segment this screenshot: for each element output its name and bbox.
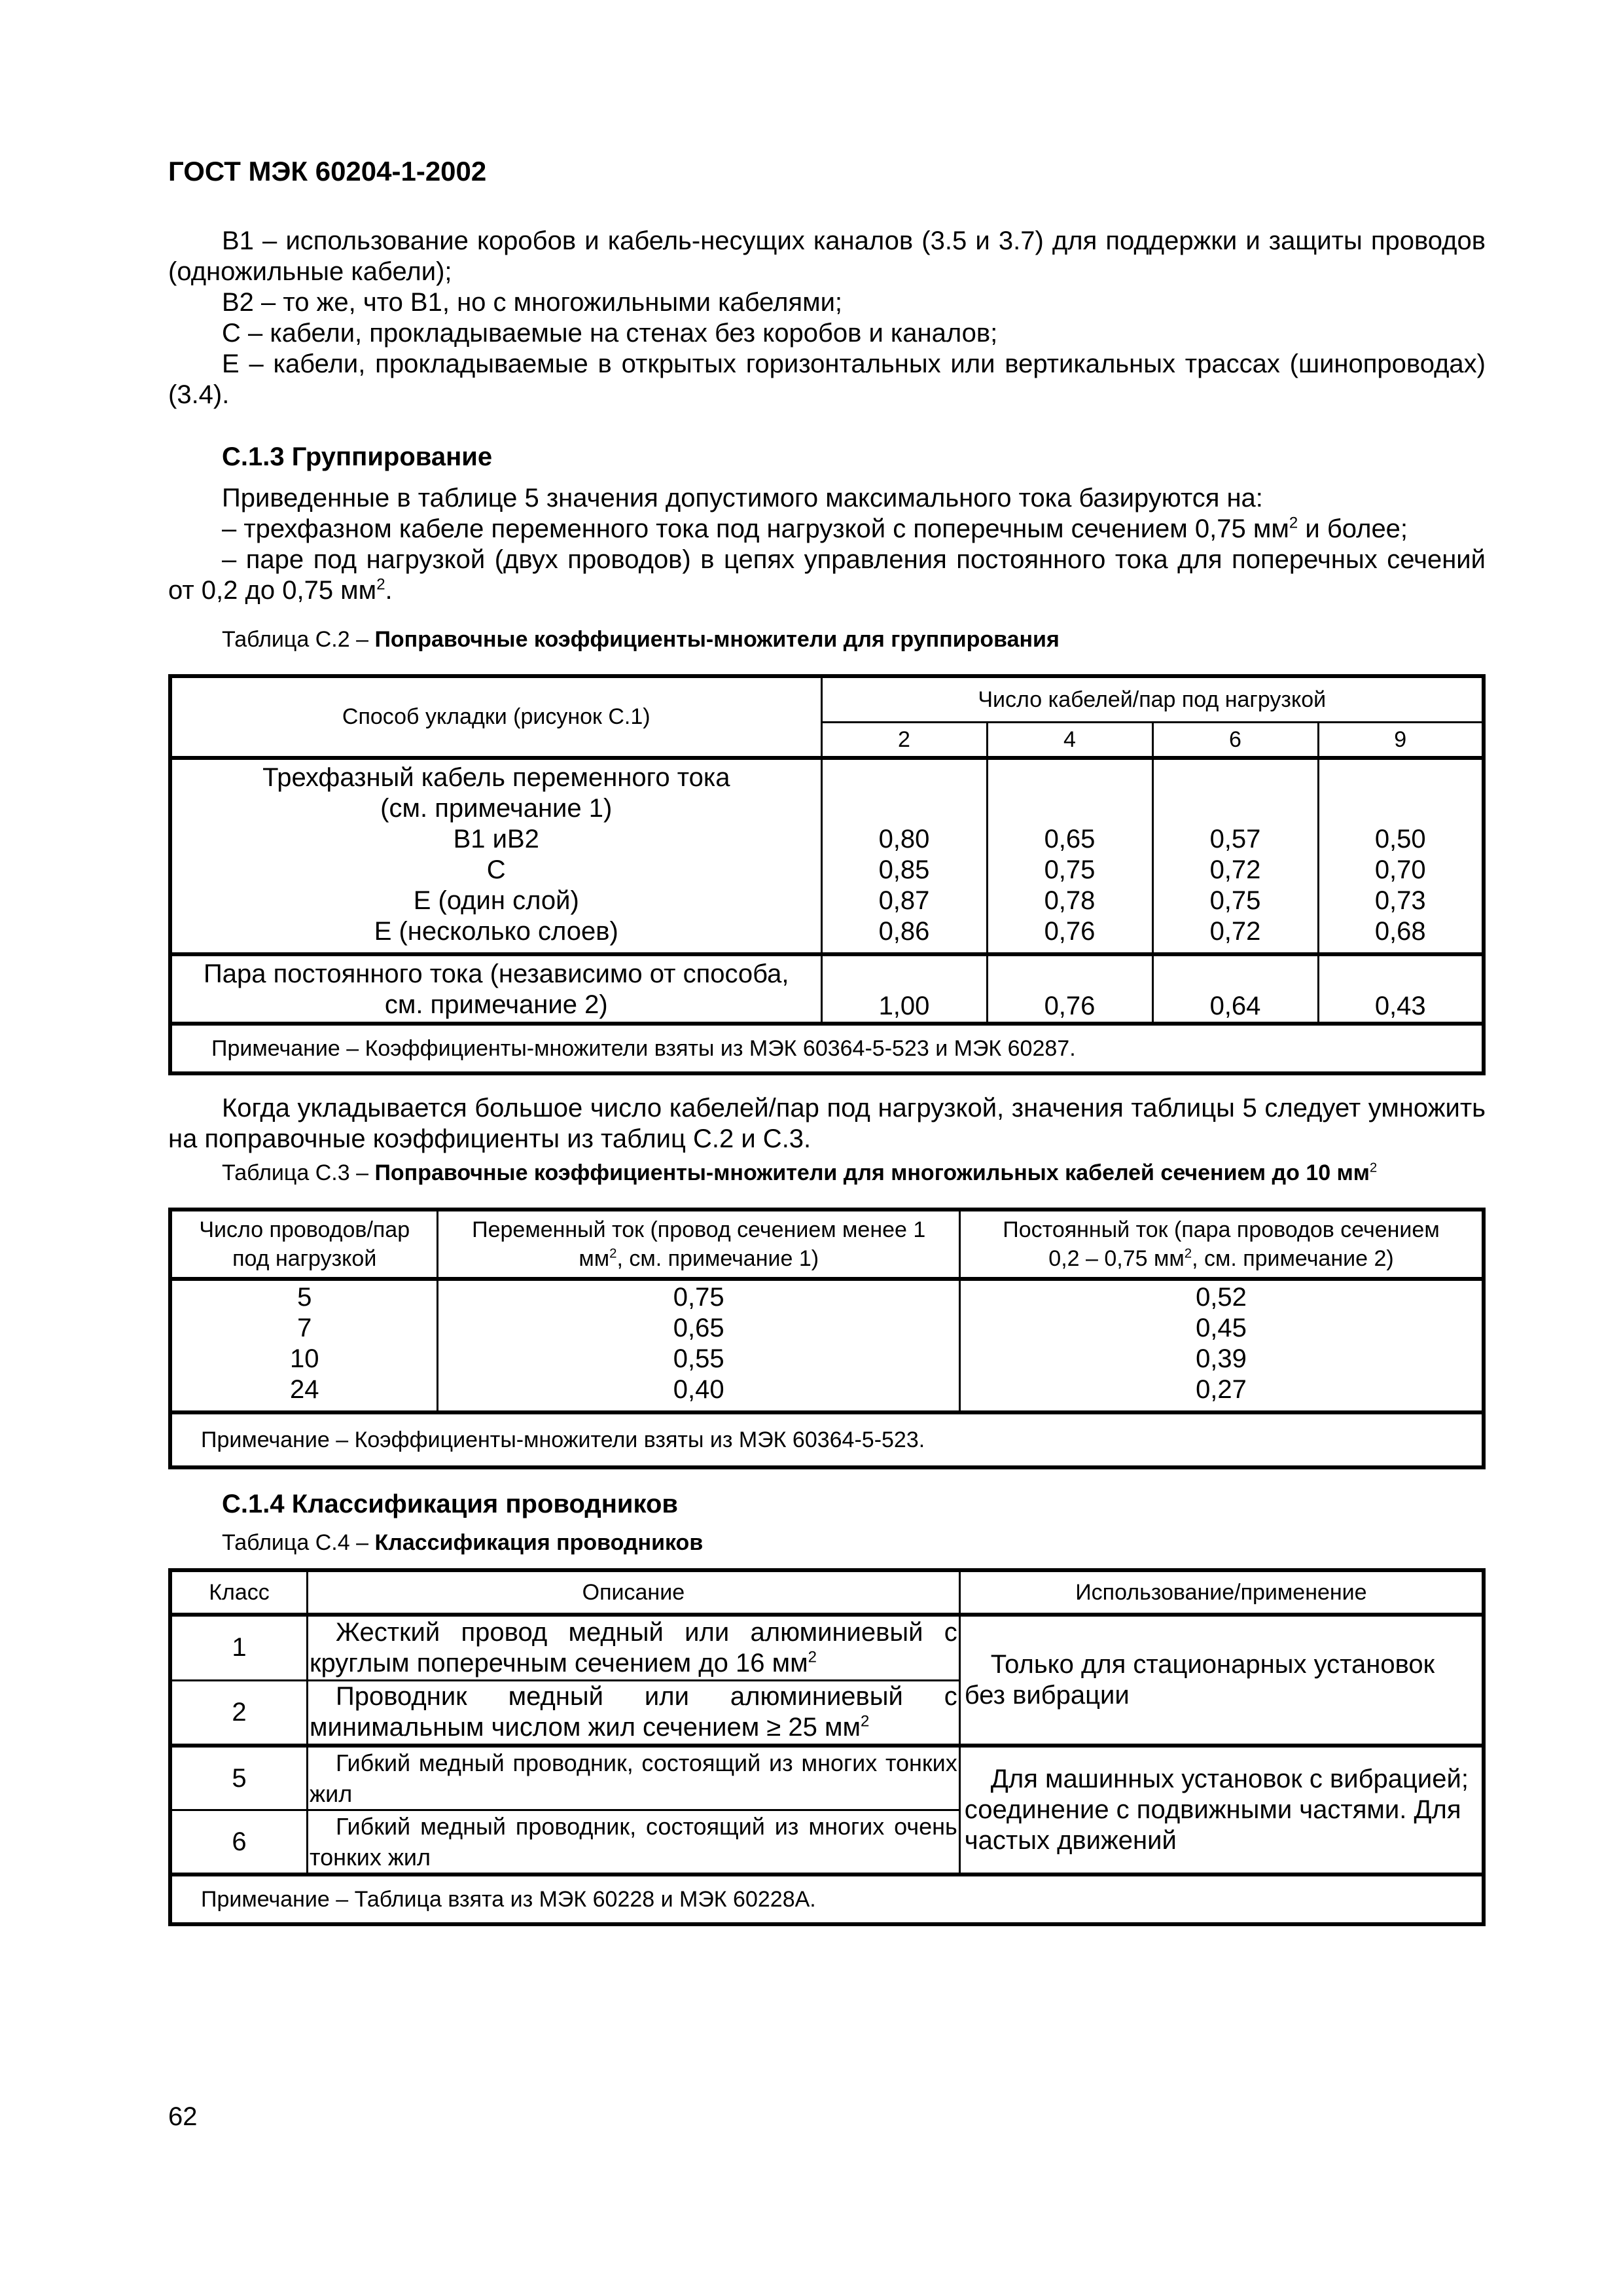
grouping-text: [168, 483, 1486, 606]
superscript: 2: [861, 1712, 870, 1731]
table-c3-note: Примечание – Коэффициенты-множители взяты из МЭК 60364-5-523.: [170, 1412, 1484, 1467]
header-line: Переменный ток (провод сечением менее 1: [472, 1217, 926, 1242]
caption-prefix: Таблица С.3 –: [222, 1160, 375, 1185]
superscript: 2: [609, 1246, 617, 1261]
header-text: , см. примечание 2): [1192, 1246, 1394, 1271]
value-cell: 0,87: [878, 886, 930, 915]
table-row-class-5: [170, 1746, 1484, 1810]
dc-label-note: см. примечание 2): [384, 990, 608, 1019]
section-heading-classification: С.1.4 Классификация проводников: [222, 1490, 679, 1518]
dc-method-cell: [170, 954, 821, 1024]
header-count: 9: [1318, 723, 1484, 759]
header-conductor-count: [170, 1210, 438, 1279]
description-cell: [308, 1746, 960, 1810]
superscript: 2: [1369, 1160, 1378, 1175]
intro-item-e: Е – кабели, прокладываемые в открытых горизонтальных или вертикальных трассах (шинопроводах) (3.4).: [168, 350, 1486, 409]
value-cell: 0,52: [1196, 1283, 1247, 1312]
table-c3-caption: [222, 1160, 1377, 1186]
value-cell: 0,39: [1196, 1344, 1247, 1373]
superscript: 2: [1289, 514, 1298, 532]
count-cell: 5: [297, 1283, 312, 1312]
header-count-group: Число кабелей/пар под нагрузкой: [821, 676, 1484, 723]
header-line: Число проводов/пар: [199, 1217, 410, 1242]
table-c2-caption: [222, 627, 1060, 653]
table-c2-note: Примечание – Коэффициенты-множители взяты из МЭК 60364-5-523 и МЭК 60287.: [170, 1024, 1484, 1073]
value-cell: 0,78: [1044, 886, 1096, 915]
ac-column: [438, 1279, 960, 1412]
caption-title: Поправочные коэффициенты-множители для многожильных кабелей сечением до 10 мм: [374, 1160, 1370, 1185]
value-cell: 0,40: [673, 1375, 724, 1404]
caption-prefix: Таблица С.2 –: [222, 627, 375, 652]
intro-list: [168, 226, 1486, 410]
description-cell: [308, 1615, 960, 1680]
table-c4-conductor-classes: [168, 1568, 1486, 1926]
table-c3-body: [170, 1279, 1484, 1412]
caption-title: Поправочные коэффициенты-множители для группирования: [374, 627, 1060, 652]
value-cell: 1,00: [821, 954, 987, 1024]
table-c4-caption: [222, 1530, 703, 1556]
description-text: Проводник медный или алюминиевый с минимальным числом жил сечением ≥ 25 мм: [310, 1682, 957, 1742]
class-cell: 2: [170, 1680, 308, 1746]
header-dc: [960, 1210, 1484, 1279]
grouping-bullet-dc: [168, 545, 1486, 606]
description-cell: [308, 1680, 960, 1746]
ac-title: Трехфазный кабель переменного тока: [262, 763, 730, 792]
ac-row-label: В1 иВ2: [453, 825, 539, 853]
value-cell: 0,68: [1374, 917, 1426, 946]
header-count: 2: [821, 723, 987, 759]
superscript: 2: [1184, 1246, 1192, 1261]
description-text: Гибкий медный проводник, состоящий из многих очень тонких жил: [310, 1813, 957, 1871]
value-cell: 0,86: [878, 917, 930, 946]
dc-column: [960, 1279, 1484, 1412]
value-cell: 0,64: [1152, 954, 1318, 1024]
value-cell: 0,75: [673, 1283, 724, 1312]
value-cell: 0,50: [1374, 825, 1426, 853]
usage-machine-cell: Для машинных установок с вибрацией; соединение с подвижными частями. Для частых движений: [959, 1746, 1484, 1874]
paragraph-multiply-text: Когда укладывается большое число кабелей/пар под нагрузкой, значения таблицы 5 следует умножить на поправочные коэффициенты из таблиц С.2 и С.3.: [168, 1094, 1486, 1153]
value-cell: 0,80: [878, 825, 930, 853]
ac-values-col-9: [1318, 758, 1484, 954]
ac-values-col-6: [1152, 758, 1318, 954]
bullet-dc-text: – паре под нагрузкой (двух проводов) в цепях управления постоянного тока для поперечных сечений от 0,2 до 0,75 мм: [168, 545, 1486, 605]
count-cell: 7: [297, 1314, 312, 1342]
value-cell: 0,57: [1209, 825, 1261, 853]
ac-row-label: С: [486, 855, 506, 884]
dc-label: Пара постоянного тока (независимо от способа,: [203, 960, 789, 988]
header-class: Класс: [170, 1570, 308, 1615]
header-count: 6: [1152, 723, 1318, 759]
value-cell: 0,45: [1196, 1314, 1247, 1342]
header-method: Способ укладки (рисунок С.1): [170, 676, 821, 758]
table-c2-grouping-factors: [168, 674, 1486, 1075]
description-text: Жесткий провод медный или алюминиевый с круглым поперечным сечением до 16 мм: [310, 1617, 957, 1677]
page-number: 62: [168, 2102, 198, 2131]
paragraph-multiply: [168, 1093, 1486, 1155]
value-cell: 0,27: [1196, 1375, 1247, 1404]
usage-stationary-cell: Только для стационарных установок без вибрации: [959, 1615, 1484, 1746]
value-cell: 0,72: [1209, 855, 1261, 884]
section-heading-grouping: С.1.3 Группирование: [222, 442, 493, 471]
value-cell: 0,76: [987, 954, 1152, 1024]
grouping-bullet-ac: [168, 514, 1486, 545]
intro-item-b1: В1 – использование коробов и кабель-несущих каналов (3.5 и 3.7) для поддержки и защиты проводов (одножильные кабели);: [168, 226, 1486, 286]
value-cell: 0,65: [673, 1314, 724, 1342]
intro-item-b2: В2 – то же, что В1, но с многожильными кабелями;: [222, 288, 843, 317]
table-c4-note: Примечание – Таблица взята из МЭК 60228 и МЭК 60228А.: [170, 1874, 1484, 1924]
class-cell: 6: [170, 1810, 308, 1875]
header-text: , см. примечание 1): [616, 1246, 819, 1271]
value-cell: 0,70: [1374, 855, 1426, 884]
header-line: под нагрузкой: [232, 1246, 377, 1271]
header-text: 0,2 – 0,75 мм: [1048, 1246, 1185, 1271]
grouping-para: Приведенные в таблице 5 значения допустимого максимального тока базируются на:: [222, 484, 1263, 512]
intro-item-c: С – кабели, прокладываемые на стенах без коробов и каналов;: [222, 319, 998, 348]
header-text: мм: [579, 1246, 610, 1271]
ac-values-col-2: [821, 758, 987, 954]
table-c3-multicore-factors: [168, 1208, 1486, 1469]
header-ac: [438, 1210, 960, 1279]
value-cell: 0,75: [1044, 855, 1096, 884]
bullet-ac-text: – трехфазном кабеле переменного тока под нагрузкой с поперечным сечением 0,75 мм: [222, 514, 1289, 543]
value-cell: 0,65: [1044, 825, 1096, 853]
ac-title-note: (см. примечание 1): [380, 794, 613, 823]
class-cell: 1: [170, 1615, 308, 1680]
document-header-title: ГОСТ МЭК 60204-1-2002: [168, 156, 487, 187]
superscript: 2: [376, 575, 385, 594]
count-cell: 10: [289, 1344, 319, 1373]
value-cell: 0,43: [1318, 954, 1484, 1024]
value-cell: 0,76: [1044, 917, 1096, 946]
ac-row-label: Е (несколько слоев): [374, 917, 618, 946]
bullet-ac-text-end: и более;: [1298, 514, 1408, 543]
header-line: [438, 1244, 959, 1273]
caption-title: Классификация проводников: [374, 1530, 704, 1555]
ac-values-col-4: [987, 758, 1152, 954]
value-cell: 0,73: [1374, 886, 1426, 915]
ac-method-cell: [170, 758, 821, 954]
caption-prefix: Таблица С.4 –: [222, 1530, 375, 1555]
ac-row-label: Е (один слой): [413, 886, 579, 915]
table-row-ac: [170, 758, 1484, 954]
value-cell: 0,85: [878, 855, 930, 884]
bullet-dc-text-end: .: [385, 576, 393, 605]
class-cell: 5: [170, 1746, 308, 1810]
header-description: Описание: [308, 1570, 960, 1615]
description-text: Гибкий медный проводник, состоящий из многих тонких жил: [310, 1749, 957, 1807]
header-line: Постоянный ток (пара проводов сечением: [1003, 1217, 1440, 1242]
table-row-class-1: [170, 1615, 1484, 1680]
value-cell: 0,75: [1209, 886, 1261, 915]
header-line: [961, 1244, 1482, 1273]
count-cell: 24: [289, 1375, 319, 1404]
value-cell: 0,55: [673, 1344, 724, 1373]
description-cell: [308, 1810, 960, 1875]
table-row-dc: [170, 954, 1484, 1024]
superscript: 2: [808, 1648, 817, 1666]
header-usage: Использование/применение: [959, 1570, 1484, 1615]
count-column: [170, 1279, 438, 1412]
value-cell: 0,72: [1209, 917, 1261, 946]
header-count: 4: [987, 723, 1152, 759]
